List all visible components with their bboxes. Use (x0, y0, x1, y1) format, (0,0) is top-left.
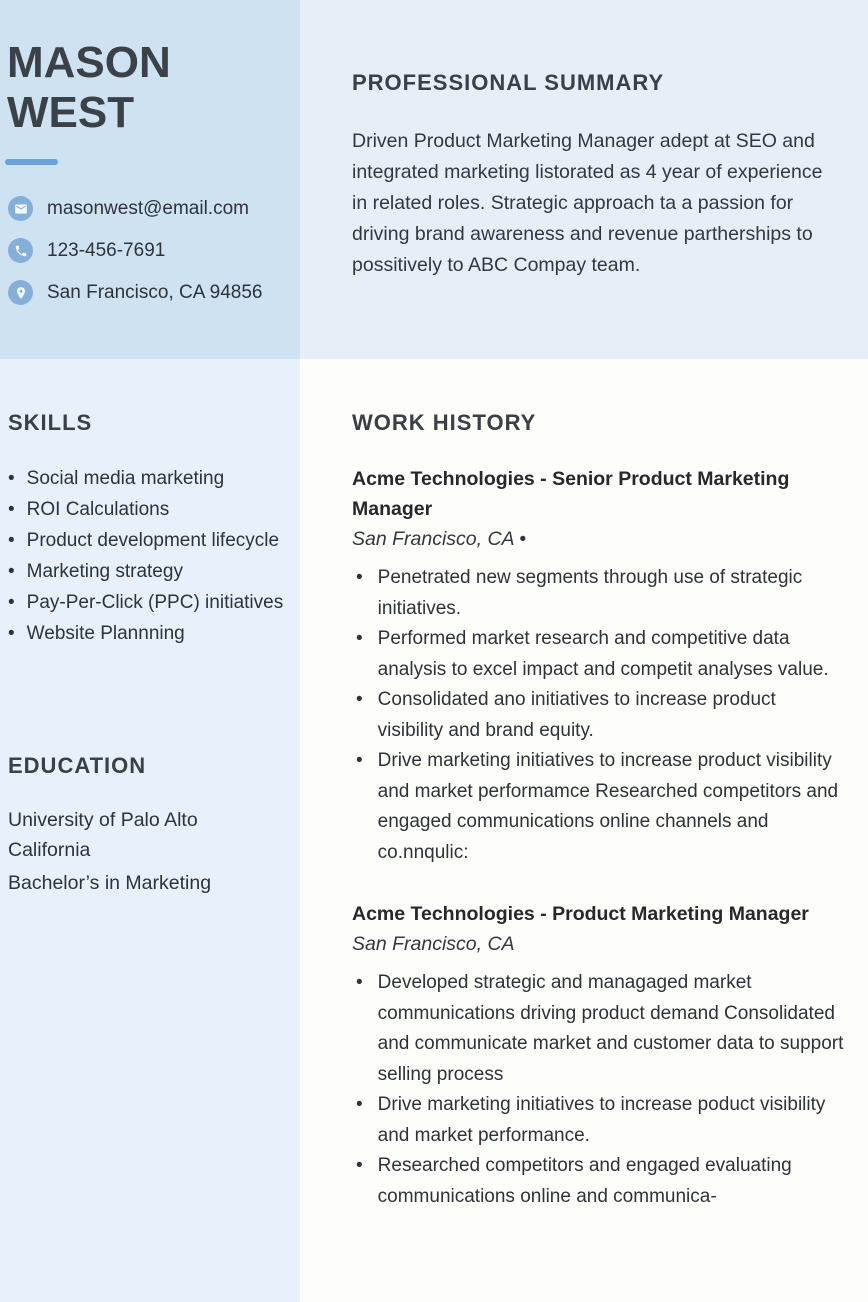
job-title: Acme Technologies - Product Marketing Manager (352, 903, 809, 925)
job-bullet-text: Drive marketing initiatives to increase poduct visibility and market performance. (377, 1094, 826, 1146)
candidate-name (7, 38, 171, 138)
bullet-dot: • (8, 530, 15, 551)
job-bullet (356, 1090, 846, 1151)
contact-email-row (8, 196, 262, 221)
job-bullet-text: Drive marketing initiatives to increase product visibility and market performamce Researched competitors and engaged communications online channels and co.nnqulic: (377, 750, 839, 863)
job-bullet (356, 968, 846, 1090)
phone-icon (8, 238, 33, 263)
skill-item (8, 526, 290, 555)
work-history-title: WORK HISTORY (352, 410, 537, 435)
bullet-dot: • (356, 750, 363, 771)
bullet-dot: • (356, 628, 363, 649)
job-title: Acme Technologies - Senior Product Marketing Manager (352, 468, 790, 520)
skill-item (8, 495, 290, 524)
skills-section (8, 410, 290, 650)
skill-item (8, 588, 290, 617)
job-bullet-list (356, 968, 846, 1212)
job-location: San Francisco, CA • (352, 528, 527, 550)
bullet-dot: • (356, 567, 363, 588)
job-bullet-text: Researched competitors and engaged evaluating communications online and communica- (377, 1155, 792, 1207)
phone-value: 123-456-7691 (47, 239, 166, 261)
location-value: San Francisco, CA 94856 (47, 281, 263, 303)
bullet-dot: • (356, 1155, 363, 1176)
education-section (8, 753, 278, 898)
bullet-dot: • (356, 689, 363, 710)
skill-item (8, 464, 290, 493)
work-history-section (352, 410, 846, 1212)
skill-item (8, 557, 290, 586)
summary-title: PROFESSIONAL SUMMARY (352, 70, 665, 95)
job-bullet (356, 624, 846, 685)
skill-text: Product development lifecycle (26, 530, 280, 551)
education-school: University of Palo Alto California (8, 809, 198, 861)
bullet-dot: • (356, 1094, 363, 1115)
skill-text: Social media marketing (26, 468, 225, 489)
summary-text: Driven Product Marketing Manager adept at SEO and integrated marketing listorated as 4 year of experience in related roles. Strategic approach ta a passion for driving brand awareness and revenue partherships to possitively to ABC Compay team. (352, 130, 823, 276)
job-bullet (356, 1151, 846, 1212)
job-location: San Francisco, CA (352, 933, 515, 955)
skill-item (8, 619, 290, 648)
job-bullet-text: Performed market research and competitive data analysis to excel impact and competit analyses value. (377, 628, 829, 680)
contact-location-row (8, 280, 262, 305)
accent-line (5, 159, 58, 165)
job-entry (352, 464, 846, 868)
job-bullet-text: Penetrated new segments through use of strategic initiatives. (377, 567, 803, 619)
skill-text: ROI Calculations (26, 499, 170, 520)
first-name: MASON (7, 38, 171, 87)
job-bullet (356, 746, 846, 868)
location-icon (8, 280, 33, 305)
bullet-dot: • (8, 561, 15, 582)
job-entry (352, 899, 846, 1212)
bullet-dot: • (8, 468, 15, 489)
bullet-dot: • (8, 592, 15, 613)
skills-list (8, 464, 290, 648)
education-title: EDUCATION (8, 753, 147, 778)
email-value: masonwest@email.com (47, 197, 249, 219)
job-bullet (356, 685, 846, 746)
bullet-dot: • (8, 499, 15, 520)
job-bullet-text: Consolidated ano initiatives to increase product visibility and brand equity. (377, 689, 776, 741)
contact-list (8, 196, 262, 305)
bullet-dot: • (8, 623, 15, 644)
job-bullet-list (356, 563, 846, 868)
summary-section (352, 70, 834, 281)
job-bullet-text: Developed strategic and managaged market communications driving product demand Consolidated and communicate market and customer data to support selling process (377, 972, 844, 1085)
email-icon (8, 196, 33, 221)
skills-title: SKILLS (8, 410, 93, 435)
contact-phone-row (8, 238, 262, 263)
skill-text: Website Plannning (26, 623, 185, 644)
job-bullet (356, 563, 846, 624)
education-degree: Bachelor’s in Marketing (8, 872, 212, 894)
skill-text: Marketing strategy (26, 561, 183, 582)
skill-text: Pay-Per-Click (PPC) initiatives (26, 592, 284, 613)
last-name: WEST (7, 88, 135, 137)
bullet-dot: • (356, 972, 363, 993)
